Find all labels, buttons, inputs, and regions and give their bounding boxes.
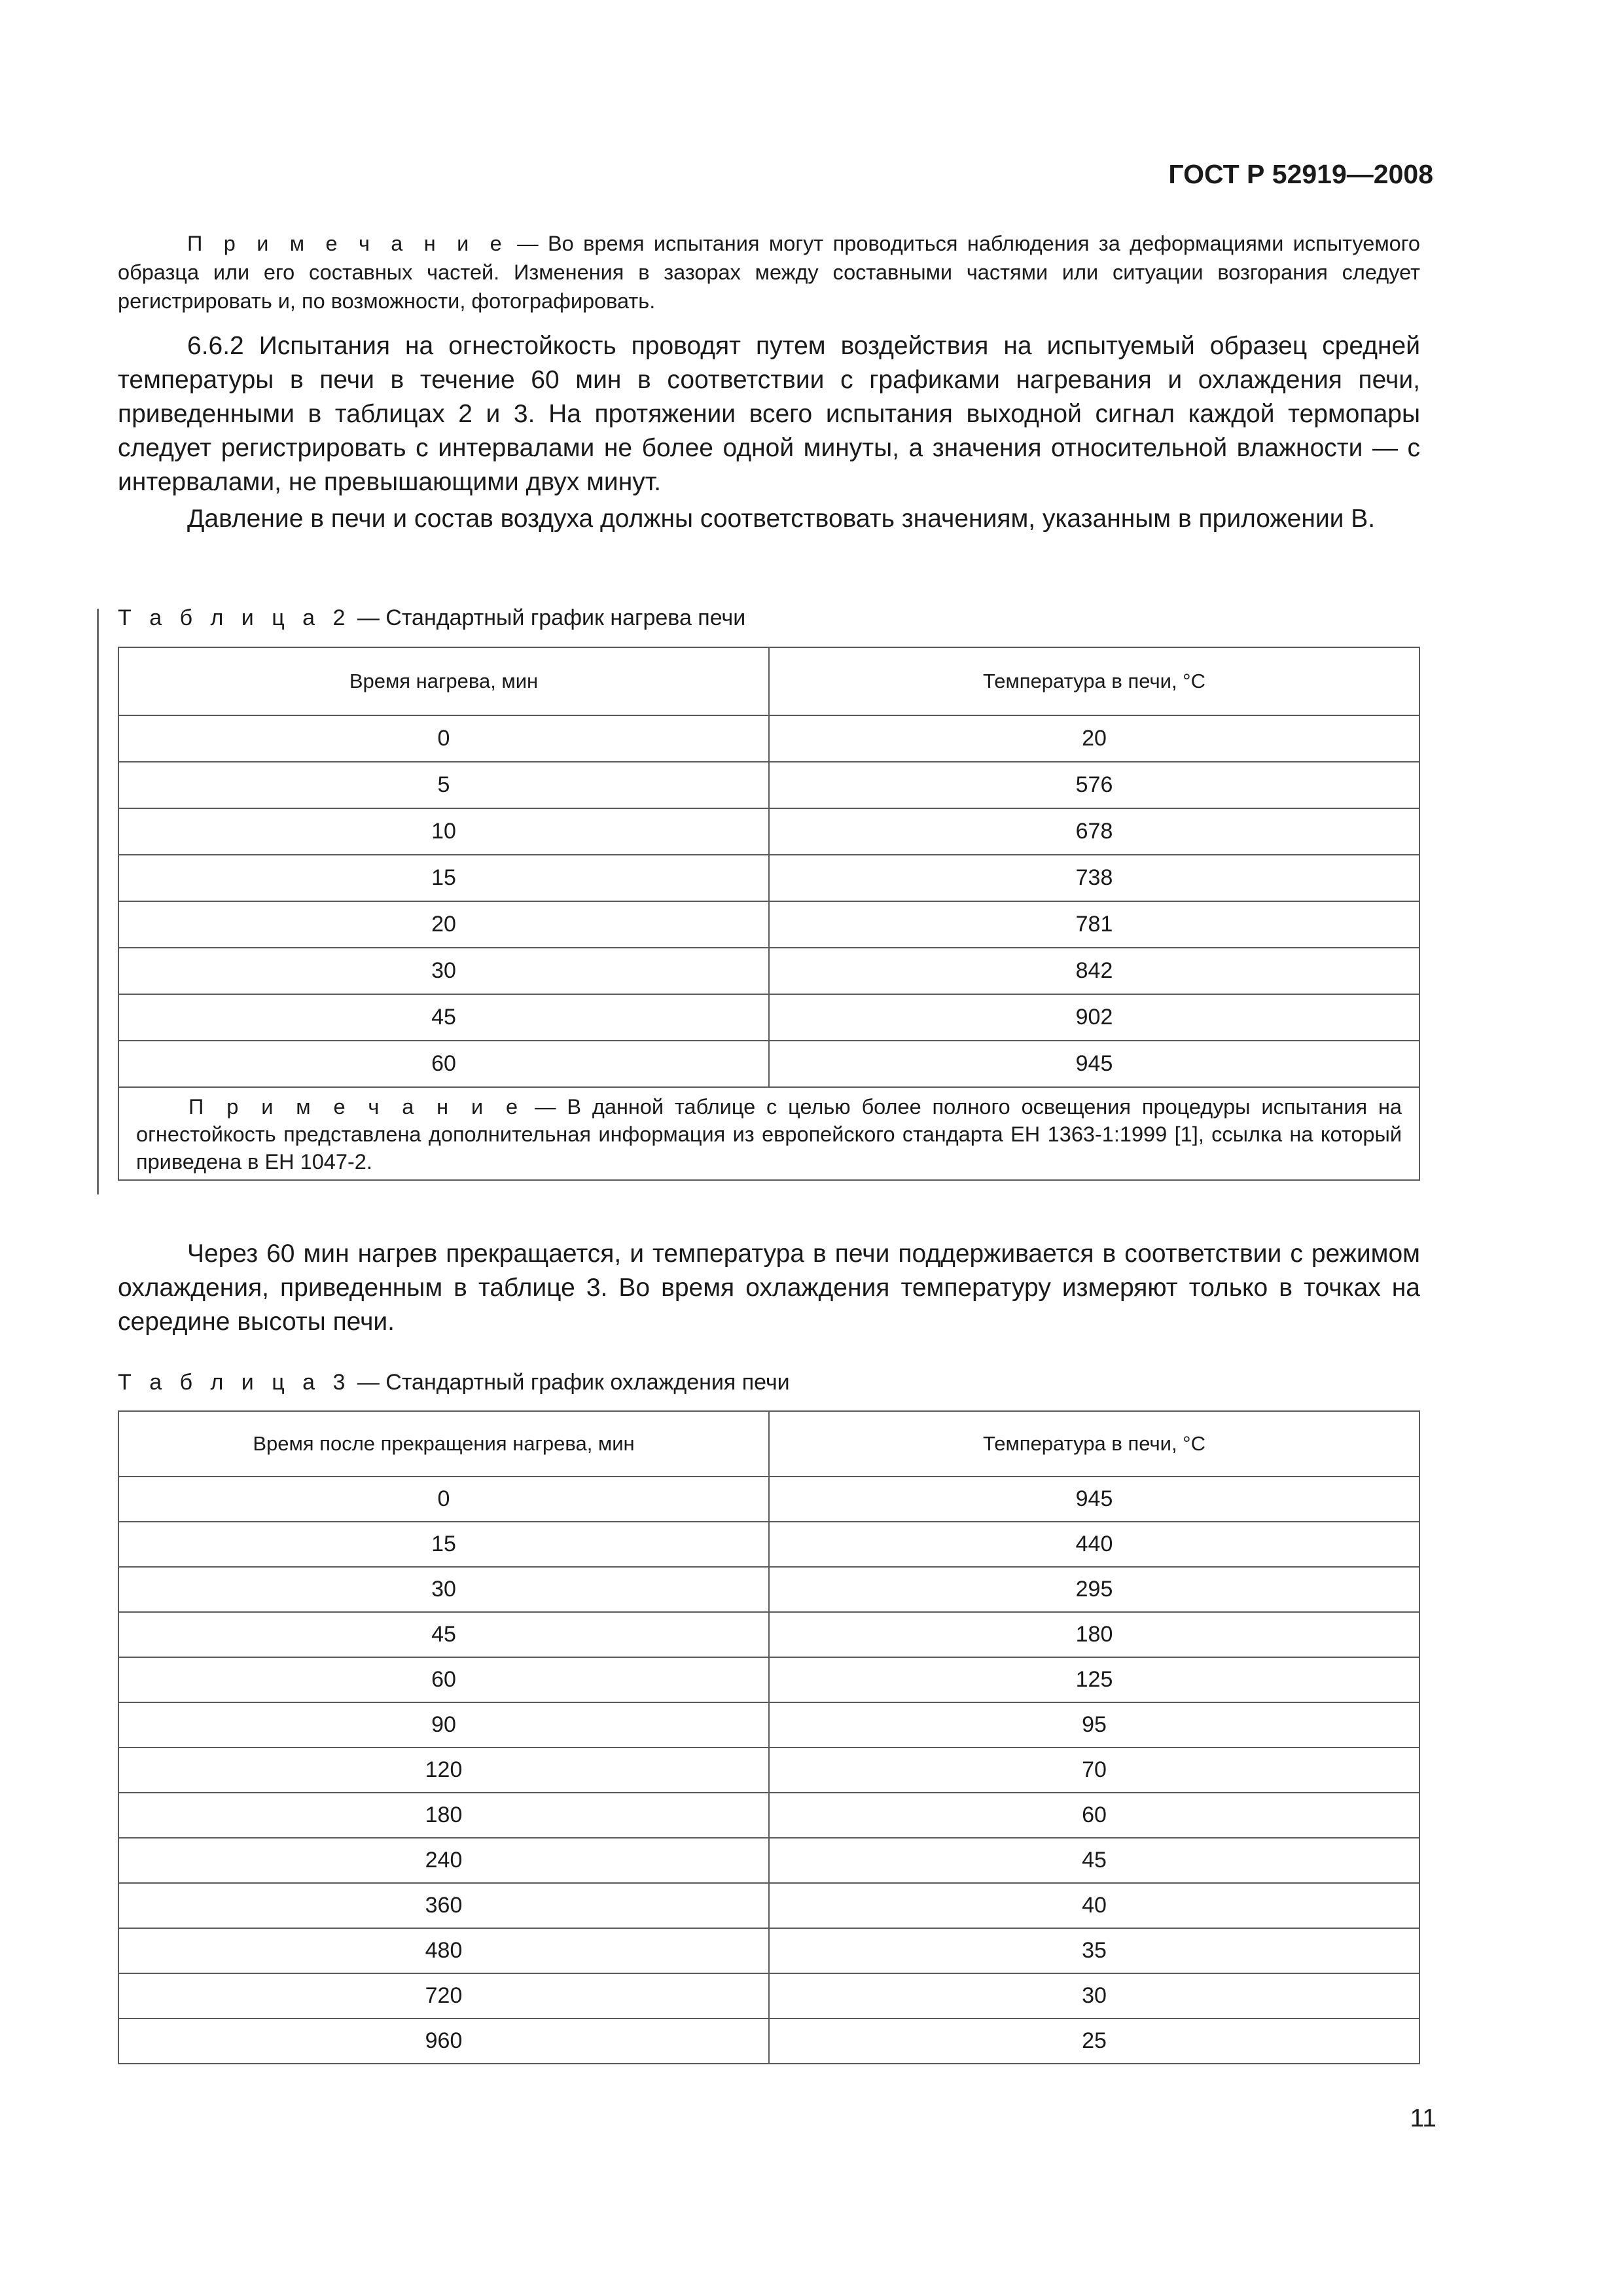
cell-time: 60 bbox=[118, 1657, 769, 1702]
table-row bbox=[118, 715, 1419, 762]
cell-temperature: 738 bbox=[769, 855, 1419, 901]
table2-caption-label: Т а б л и ц а 2 bbox=[118, 605, 351, 630]
table2-header-row bbox=[118, 647, 1419, 715]
table-row bbox=[118, 1883, 1419, 1928]
table3-caption-label: Т а б л и ц а 3 bbox=[118, 1370, 351, 1395]
cell-temperature: 945 bbox=[769, 1477, 1419, 1522]
table2-caption bbox=[118, 605, 745, 631]
table-row bbox=[118, 1702, 1419, 1748]
page-number: 11 bbox=[1410, 2104, 1436, 2132]
cell-temperature: 902 bbox=[769, 994, 1419, 1041]
table-row bbox=[118, 901, 1419, 948]
cell-time: 15 bbox=[118, 1522, 769, 1567]
table-row bbox=[118, 1748, 1419, 1793]
table3-caption bbox=[118, 1370, 790, 1395]
cell-temperature: 945 bbox=[769, 1041, 1419, 1087]
table-cooling-schedule bbox=[118, 1410, 1420, 2064]
table2-col-temp: Температура в печи, °С bbox=[769, 647, 1419, 715]
cell-time: 90 bbox=[118, 1702, 769, 1748]
cell-temperature: 20 bbox=[769, 715, 1419, 762]
cell-time: 240 bbox=[118, 1838, 769, 1883]
table3-col-temp: Температура в печи, °С bbox=[769, 1411, 1419, 1477]
cell-time: 0 bbox=[118, 715, 769, 762]
cell-temperature: 576 bbox=[769, 762, 1419, 808]
cell-time: 960 bbox=[118, 2018, 769, 2064]
table-row bbox=[118, 1973, 1419, 2018]
cell-temperature: 125 bbox=[769, 1657, 1419, 1702]
cell-time: 30 bbox=[118, 948, 769, 994]
cell-time: 360 bbox=[118, 1883, 769, 1928]
note-observations bbox=[118, 229, 1420, 315]
table-row bbox=[118, 1793, 1419, 1838]
table-row bbox=[118, 2018, 1419, 2064]
table2-note-row bbox=[118, 1087, 1419, 1180]
table3-caption-text: — Стандартный график охлаждения печи bbox=[351, 1370, 790, 1395]
table-row bbox=[118, 1041, 1419, 1087]
table-row bbox=[118, 855, 1419, 901]
table-row bbox=[118, 948, 1419, 994]
cell-time: 480 bbox=[118, 1928, 769, 1973]
table2-caption-text: — Стандартный график нагрева печи bbox=[351, 605, 746, 630]
paragraph-6-6-2: 6.6.2 Испытания на огнестойкость проводят путем воздействия на испытуемый образец средней температуры в печи в течение 60 мин в соответствии с графиками нагревания и охлаждения печи, приведенными в таблицах 2 и 3. На протяжении всего испытания выходной сигнал каждой термопары следует регистрировать с интервалами не более одной минуты, а значения относительной влажности — с интервалами, не превышающими двух минут. bbox=[118, 332, 1420, 496]
table-row bbox=[118, 994, 1419, 1041]
table2-note-text: — В данной таблице с целью более полного освещения процедуры испытания на огнестойкость представлена дополнительная информация из европейского стандарта ЕН 1363-1:1999 [1], ссылка на который приведена в ЕН 1047-2. bbox=[136, 1095, 1402, 1174]
cell-temperature: 70 bbox=[769, 1748, 1419, 1793]
table-heating-schedule bbox=[118, 647, 1420, 1181]
cell-temperature: 35 bbox=[769, 1928, 1419, 1973]
change-bar bbox=[97, 609, 99, 1194]
cell-time: 20 bbox=[118, 901, 769, 948]
cell-temperature: 25 bbox=[769, 2018, 1419, 2064]
cell-temperature: 60 bbox=[769, 1793, 1419, 1838]
cell-time: 45 bbox=[118, 1612, 769, 1657]
table2-col-time: Время нагрева, мин bbox=[118, 647, 769, 715]
cell-time: 10 bbox=[118, 808, 769, 855]
cell-time: 45 bbox=[118, 994, 769, 1041]
cell-time: 15 bbox=[118, 855, 769, 901]
cell-temperature: 842 bbox=[769, 948, 1419, 994]
table3-header-row bbox=[118, 1411, 1419, 1477]
note-label: П р и м е ч а н и е bbox=[187, 232, 508, 255]
table-row bbox=[118, 1612, 1419, 1657]
cell-temperature: 440 bbox=[769, 1522, 1419, 1567]
table3-col-time: Время после прекращения нагрева, мин bbox=[118, 1411, 769, 1477]
table-row bbox=[118, 1928, 1419, 1973]
table2-note-label: П р и м е ч а н и е bbox=[188, 1095, 524, 1119]
table-row bbox=[118, 1657, 1419, 1702]
table-row bbox=[118, 1838, 1419, 1883]
paragraph-pressure: Давление в печи и состав воздуха должны соответствовать значениям, указанным в приложении В. bbox=[187, 505, 1376, 533]
cell-temperature: 95 bbox=[769, 1702, 1419, 1748]
cell-temperature: 30 bbox=[769, 1973, 1419, 2018]
cell-time: 180 bbox=[118, 1793, 769, 1838]
table-row bbox=[118, 808, 1419, 855]
table-row bbox=[118, 1567, 1419, 1612]
cell-temperature: 45 bbox=[769, 1838, 1419, 1883]
paragraph-cooling: Через 60 мин нагрев прекращается, и температура в печи поддерживается в соответствии с режимом охлаждения, приведенным в таблице 3. Во время охлаждения температуру измеряют только в точках на середине высоты печи. bbox=[118, 1240, 1420, 1336]
cell-temperature: 678 bbox=[769, 808, 1419, 855]
cell-time: 60 bbox=[118, 1041, 769, 1087]
cell-temperature: 40 bbox=[769, 1883, 1419, 1928]
cell-time: 5 bbox=[118, 762, 769, 808]
table-row bbox=[118, 1522, 1419, 1567]
table2-note bbox=[118, 1087, 1419, 1180]
cell-time: 120 bbox=[118, 1748, 769, 1793]
cell-temperature: 781 bbox=[769, 901, 1419, 948]
cell-time: 720 bbox=[118, 1973, 769, 2018]
cell-temperature: 180 bbox=[769, 1612, 1419, 1657]
cell-time: 0 bbox=[118, 1477, 769, 1522]
cell-temperature: 295 bbox=[769, 1567, 1419, 1612]
note-text: — Во время испытания могут проводиться наблюдения за деформациями испытуемого образца или его составных частей. Изменения в зазорах между составными частями или ситуации возгорания следует регистрировать и, по возможности, фотографировать. bbox=[118, 232, 1420, 313]
document-header: ГОСТ Р 52919—2008 bbox=[1168, 159, 1433, 189]
table-row bbox=[118, 1477, 1419, 1522]
table-row bbox=[118, 762, 1419, 808]
cell-time: 30 bbox=[118, 1567, 769, 1612]
